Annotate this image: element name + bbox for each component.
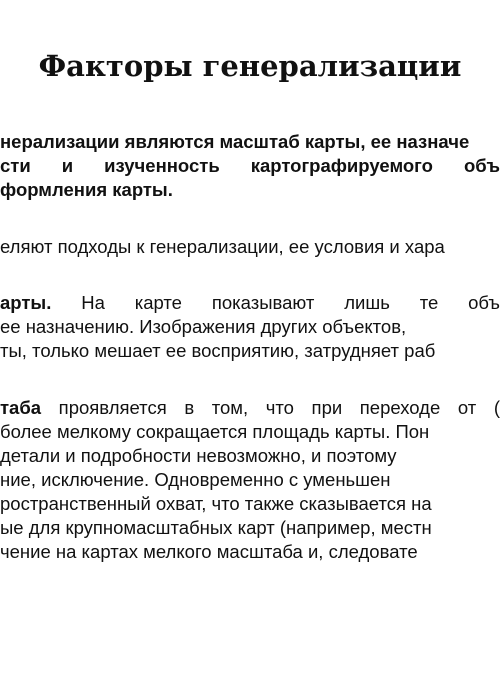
paragraph-1-line-3: формления карты. — [0, 179, 173, 200]
paragraph-4-line-5: ространственный охват, что также сказывается на — [0, 493, 432, 514]
word: переходе — [359, 397, 441, 418]
word: в — [184, 397, 195, 418]
word: том, — [211, 397, 249, 418]
paragraph-4-line-2: более мелкому сокращается площадь карты. Пон — [0, 421, 430, 442]
word: показывают — [211, 292, 315, 313]
paragraph-3-line-3: ты, только мешает ее восприятию, затрудняет раб — [0, 340, 436, 361]
word: от — [457, 397, 477, 418]
word: картографируемого — [250, 155, 433, 176]
paragraph-2-line-1: еляют подходы к генерализации, ее условия и хара — [0, 236, 445, 257]
word: проявляется — [58, 397, 167, 418]
word: при — [311, 397, 343, 418]
slide-title: Факторы генерализации — [38, 49, 462, 83]
word: карте — [134, 292, 182, 313]
paragraph-4-line-1 — [0, 397, 500, 419]
paragraph-3-line-1 — [0, 292, 500, 314]
word: На — [81, 292, 105, 313]
paragraph-1-line-1: нерализации являются масштаб карты, ее назначе — [0, 131, 470, 152]
word: и — [61, 155, 74, 176]
word: арты. — [0, 292, 52, 313]
paragraph-4-line-6: ые для крупномасштабных карт (например, местн — [0, 517, 432, 538]
word: таба — [0, 397, 42, 418]
word: лишь — [344, 292, 390, 313]
word: те — [419, 292, 439, 313]
word: сти — [0, 155, 31, 176]
paragraph-3-line-2: ее назначению. Изображения других объектов, — [0, 316, 407, 337]
word: объ — [463, 155, 500, 176]
word: изученность — [104, 155, 220, 176]
paragraph-4-line-3: детали и подробности невозможно, и поэтому — [0, 445, 397, 466]
paragraph-4-line-4: ние, исключение. Одновременно с уменьшен — [0, 469, 391, 490]
paragraph-1-line-2 — [0, 155, 500, 177]
word: ( — [493, 397, 500, 418]
word: что — [265, 397, 294, 418]
word: объ — [468, 292, 500, 313]
paragraph-4-line-7: чение на картах мелкого масштаба и, следовате — [0, 541, 418, 562]
